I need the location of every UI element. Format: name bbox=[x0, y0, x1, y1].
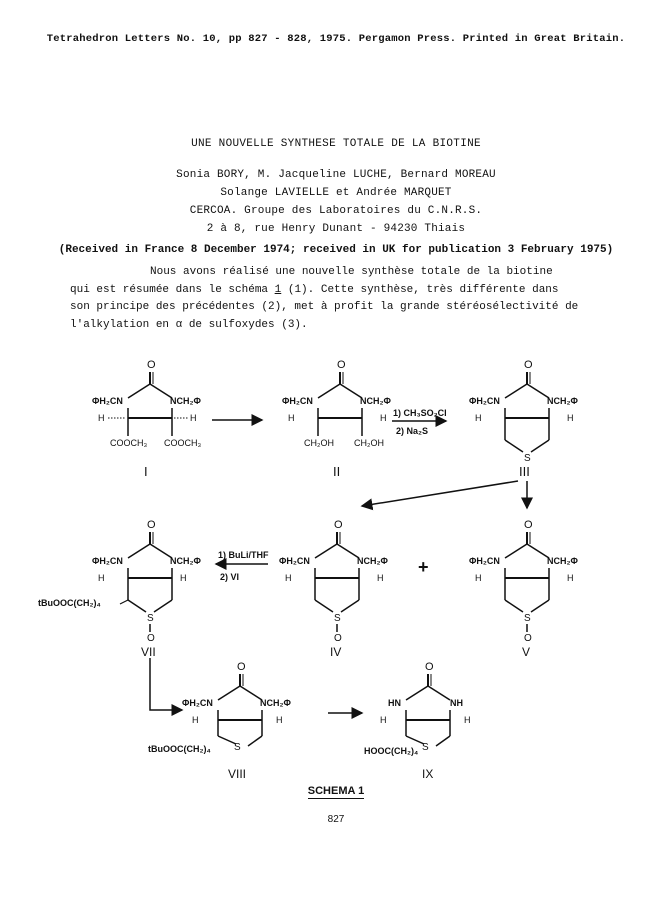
svg-text:O: O bbox=[147, 519, 156, 531]
svg-text:S: S bbox=[524, 613, 531, 624]
compound-VIII bbox=[148, 661, 291, 781]
svg-text:H: H bbox=[380, 413, 387, 423]
svg-text:HN: HN bbox=[388, 698, 401, 708]
svg-text:NH: NH bbox=[450, 698, 463, 708]
svg-text:O: O bbox=[334, 519, 343, 531]
paper-title: UNE NOUVELLE SYNTHESE TOTALE DE LA BIOTINE bbox=[191, 138, 481, 150]
svg-text:NCH₂Φ: NCH₂Φ bbox=[170, 396, 201, 406]
svg-text:O: O bbox=[337, 359, 346, 371]
svg-text:S: S bbox=[422, 742, 429, 753]
journal-header: Tetrahedron Letters No. 10, pp 827 - 828, 1975. Pergamon Press. Printed in Great Britain. bbox=[46, 33, 626, 45]
svg-text:tBuOOC(CH₂)₄: tBuOOC(CH₂)₄ bbox=[148, 744, 211, 754]
svg-text:V: V bbox=[522, 645, 531, 659]
compound-VI bbox=[38, 519, 201, 659]
reagent-label: 2) Na₂S bbox=[396, 426, 429, 436]
svg-text:O: O bbox=[524, 633, 532, 644]
svg-text:H: H bbox=[190, 413, 197, 423]
svg-text:NCH₂Φ: NCH₂Φ bbox=[360, 396, 391, 406]
plus-sign: + bbox=[418, 557, 429, 577]
svg-text:H: H bbox=[464, 715, 471, 725]
svg-text:VII: VII bbox=[141, 645, 156, 659]
svg-text:H: H bbox=[288, 413, 295, 423]
compound-I bbox=[92, 359, 201, 479]
abstract-line: son principe des précédentes (2), met à profit la grande stéréosélectivité de bbox=[70, 301, 579, 313]
svg-text:NCH₂Φ: NCH₂Φ bbox=[260, 698, 291, 708]
svg-text:H: H bbox=[377, 573, 384, 583]
svg-text:CH₂OH: CH₂OH bbox=[354, 438, 384, 448]
svg-text:O: O bbox=[147, 633, 155, 644]
svg-text:II: II bbox=[333, 464, 341, 479]
svg-text:ΦH₂CN: ΦH₂CN bbox=[182, 698, 213, 708]
scheme-reference[interactable]: 1 bbox=[274, 283, 282, 296]
svg-text:H: H bbox=[98, 413, 105, 423]
svg-text:O: O bbox=[524, 359, 533, 371]
svg-text:S: S bbox=[234, 742, 241, 753]
svg-text:COOCH₃: COOCH₃ bbox=[164, 438, 202, 448]
svg-text:O: O bbox=[524, 519, 533, 531]
svg-text:H: H bbox=[192, 715, 199, 725]
compound-V bbox=[469, 519, 578, 659]
abstract-text bbox=[70, 264, 630, 334]
svg-text:ΦH₂CN: ΦH₂CN bbox=[282, 396, 313, 406]
address-line: 2 à 8, rue Henry Dunant - 94230 Thiais bbox=[206, 223, 466, 235]
svg-text:H: H bbox=[98, 573, 105, 583]
svg-text:O: O bbox=[425, 661, 434, 673]
svg-text:NCH₂Φ: NCH₂Φ bbox=[170, 556, 201, 566]
svg-text:S: S bbox=[524, 453, 531, 464]
svg-text:H: H bbox=[567, 413, 574, 423]
scheme-caption: SCHEMA 1 bbox=[307, 785, 365, 797]
svg-text:O: O bbox=[147, 359, 156, 371]
svg-text:IX: IX bbox=[422, 767, 434, 781]
author-line: Sonia BORY, M. Jacqueline LUCHE, Bernard MOREAU bbox=[176, 169, 496, 181]
svg-text:NCH₂Φ: NCH₂Φ bbox=[547, 396, 578, 406]
author-line: Solange LAVIELLE et Andrée MARQUET bbox=[220, 187, 452, 199]
author-block bbox=[0, 166, 672, 238]
svg-text:H: H bbox=[180, 573, 187, 583]
svg-text:S: S bbox=[147, 613, 154, 624]
svg-text:H: H bbox=[567, 573, 574, 583]
svg-text:ΦH₂CN: ΦH₂CN bbox=[92, 396, 123, 406]
abstract-line: qui est résumée dans le schéma 1 (1). Cette synthèse, très différente dans bbox=[70, 283, 559, 296]
compound-III bbox=[469, 359, 578, 479]
svg-text:COOCH₃: COOCH₃ bbox=[110, 438, 148, 448]
svg-text:III: III bbox=[519, 464, 530, 479]
svg-text:H: H bbox=[380, 715, 387, 725]
svg-text:ΦH₂CN: ΦH₂CN bbox=[469, 396, 500, 406]
svg-text:O: O bbox=[237, 661, 246, 673]
reagent-label: 1) CH₃SO₂Cl bbox=[393, 408, 447, 418]
svg-text:I: I bbox=[144, 464, 148, 479]
svg-text:IV: IV bbox=[330, 645, 342, 659]
svg-text:H: H bbox=[276, 715, 283, 725]
compound-IV bbox=[279, 519, 388, 659]
svg-text:ΦH₂CN: ΦH₂CN bbox=[279, 556, 310, 566]
reagent-label: 2) VI bbox=[220, 572, 240, 582]
svg-text:H: H bbox=[475, 573, 482, 583]
svg-text:NCH₂Φ: NCH₂Φ bbox=[357, 556, 388, 566]
compound-II bbox=[282, 359, 391, 479]
svg-text:tBuOOC(CH₂)₄: tBuOOC(CH₂)₄ bbox=[38, 598, 101, 608]
svg-text:ΦH₂CN: ΦH₂CN bbox=[469, 556, 500, 566]
svg-text:CH₂OH: CH₂OH bbox=[304, 438, 334, 448]
svg-text:H: H bbox=[285, 573, 292, 583]
compound-IX bbox=[364, 661, 471, 781]
received-dates: (Received in France 8 December 1974; received in UK for publication 3 February 1975) bbox=[58, 244, 614, 256]
svg-text:HOOC(CH₂)₄: HOOC(CH₂)₄ bbox=[364, 746, 419, 756]
abstract-line: l'alkylation en α de sulfoxydes (3). bbox=[70, 318, 308, 331]
svg-text:VIII: VIII bbox=[228, 767, 247, 781]
affiliation-line: CERCOA. Groupe des Laboratoires du C.N.R.S. bbox=[189, 205, 483, 217]
svg-text:NCH₂Φ: NCH₂Φ bbox=[547, 556, 578, 566]
svg-text:O: O bbox=[334, 633, 342, 644]
reaction-scheme bbox=[0, 348, 672, 808]
abstract-line: Nous avons réalisé une nouvelle synthèse totale de la biotine bbox=[150, 266, 553, 278]
svg-text:H: H bbox=[475, 413, 482, 423]
reagent-label: 1) BuLi/THF bbox=[218, 550, 269, 560]
svg-text:ΦH₂CN: ΦH₂CN bbox=[92, 556, 123, 566]
svg-text:S: S bbox=[334, 613, 341, 624]
page-number: 827 bbox=[327, 814, 345, 825]
